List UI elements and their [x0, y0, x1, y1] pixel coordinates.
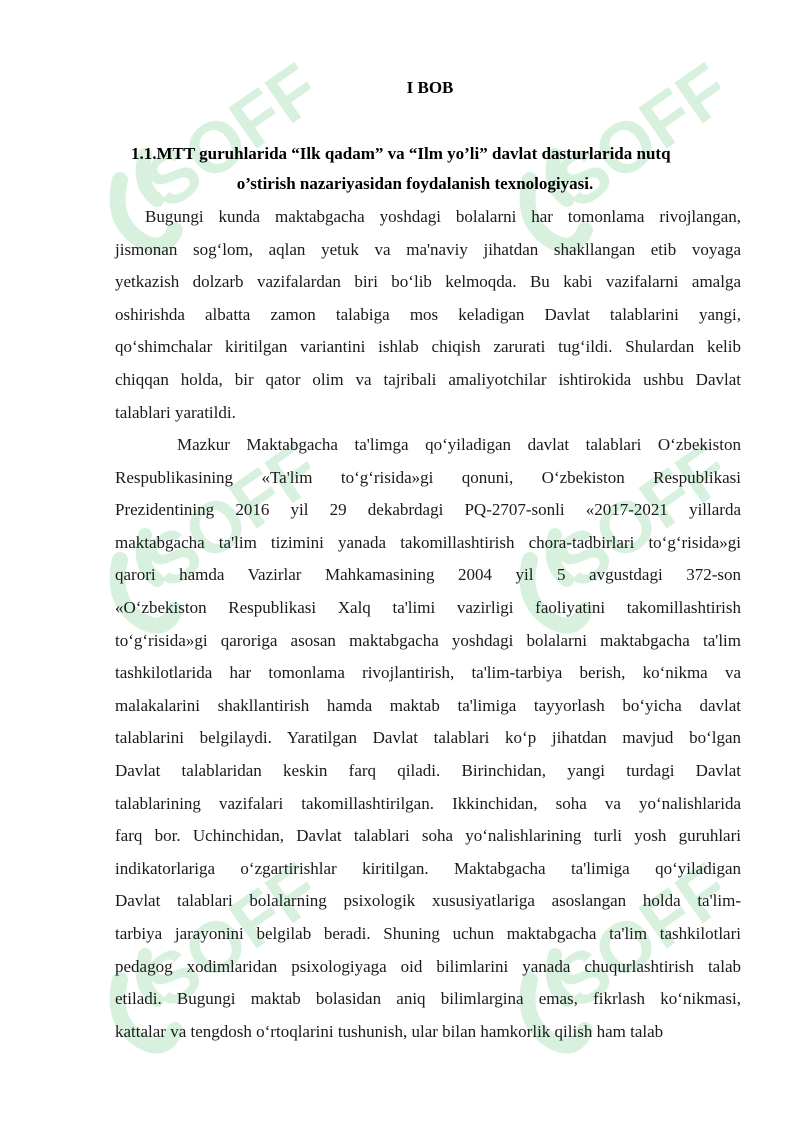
paragraph-line: talablari yaratildi.	[115, 402, 236, 422]
svg-text:SOFF: SOFF	[130, 440, 310, 605]
paragraph-line: tashkilotlarida har tomonlama rivojlantirish, ta'lim-tarbiya berish, ko‘nikma va	[115, 663, 741, 683]
paragraph-line: Prezidentining 2016 yil 29 dekabrdagi PQ-2707-sonli «2017-2021 yillarda	[115, 500, 741, 520]
svg-text:SOFF: SOFF	[540, 440, 720, 605]
paragraph-line: oshirishda albatta zamon talabiga mos keladigan Davlat talablarini yangi,	[115, 304, 741, 324]
paragraph-line: indikatorlariga o‘zgartirishlar kiritilgan. Maktabgacha ta'limiga qo‘yiladigan	[115, 858, 741, 878]
paragraph-line: kattalar va tengdosh o‘rtoqlarini tushunish, ular bilan hamkorlik qilish ham talab	[115, 1021, 664, 1041]
paragraph-line: jismonan sog‘lom, aqlan yetuk va ma'naviy jihatdan shakllangan etib voyaga	[115, 239, 741, 259]
paragraph-line: talablarini belgilaydi. Yaratilgan Davlat talablari ko‘p jihatdan mavjud bo‘lgan	[115, 728, 741, 748]
section-heading-line-1: 1.1.MTT guruhlarida “Ilk qadam” va “Ilm yo’li” davlat dasturlarida nutq	[131, 144, 671, 163]
paragraph-line: farq bor. Uchinchidan, Davlat talablari soha yo‘nalishlarining turli yosh guruhlari	[115, 826, 741, 846]
section-heading	[0, 139, 800, 199]
paragraph-line: etiladi. Bugungi maktab bolasidan aniq bilimlargina emas, fikrlash ko‘nikmasi,	[115, 989, 741, 1009]
svg-text:SOFF: SOFF	[540, 60, 720, 225]
paragraph-line: Bugungi kunda maktabgacha yoshdagi bolalarni har tomonlama rivojlangan,	[145, 207, 741, 226]
paragraph-line: Respublikasining «Ta'lim to‘g‘risida»gi qonuni, O‘zbekiston Respublikasi	[115, 467, 741, 487]
paragraph-line: «O‘zbekiston Respublikasi Xalq ta'limi vazirligi faoliyatini takomillashtirish	[115, 597, 741, 617]
section-heading-line-2: o’stirish nazariyasidan foydalanish texnologiyasi.	[236, 174, 594, 193]
paragraph-1	[115, 201, 741, 429]
paragraph-2	[115, 429, 741, 1048]
svg-text:SOFF: SOFF	[540, 860, 720, 1025]
paragraph-line: maktabgacha ta'lim tizimini yanada takomillashtirish chora-tadbirlari to‘g‘risida»gi	[115, 532, 741, 552]
svg-text:SOFF: SOFF	[130, 860, 310, 1025]
paragraph-line: qarori hamda Vazirlar Mahkamasining 2004 yil 5 avgustdagi 372-son	[115, 565, 741, 585]
paragraph-line: to‘g‘risida»gi qaroriga asosan maktabgacha yoshdagi bolalarni maktabgacha ta'lim	[115, 630, 741, 650]
svg-text:SOFF: SOFF	[130, 60, 310, 225]
paragraph-line: chiqqan holda, bir qator olim va tajribali amaliyotchilar ishtirokida ushbu Davlat	[115, 369, 741, 389]
paragraph-line: Mazkur Maktabgacha ta'limga qo‘yiladigan davlat talablari O‘zbekiston	[177, 435, 741, 454]
paragraph-line: Davlat talablari bolalarning psixologik xususiyatlariga asoslangan holda ta'lim-	[115, 891, 741, 911]
paragraph-line: malakalarini shakllantirish hamda maktab ta'limiga tayyorlash bo‘yicha davlat	[115, 695, 741, 715]
paragraph-line: qo‘shimchalar kiritilgan variantini ishlab chiqish zarurati tug‘ildi. Shulardan kelib	[115, 337, 741, 357]
paragraph-line: Davlat talablaridan keskin farq qiladi. Birinchidan, yangi turdagi Davlat	[115, 760, 741, 780]
paragraph-line: talablarining vazifalari takomillashtirilgan. Ikkinchidan, soha va yo‘nalishlarida	[115, 793, 741, 813]
chapter-title: I BOB	[406, 78, 454, 97]
paragraph-line: tarbiya jarayonini belgilab beradi. Shuning uchun maktabgacha ta'lim tashkilotlari	[115, 923, 741, 943]
document-content	[0, 0, 800, 199]
paragraph-line: yetkazish dolzarb vazifalardan biri bo‘lib kelmoqda. Bu kabi vazifalarni amalga	[115, 272, 741, 292]
paragraph-line: pedagog xodimlaridan psixologiyaga oid bilimlarini yanada chuqurlashtirish talab	[115, 956, 741, 976]
